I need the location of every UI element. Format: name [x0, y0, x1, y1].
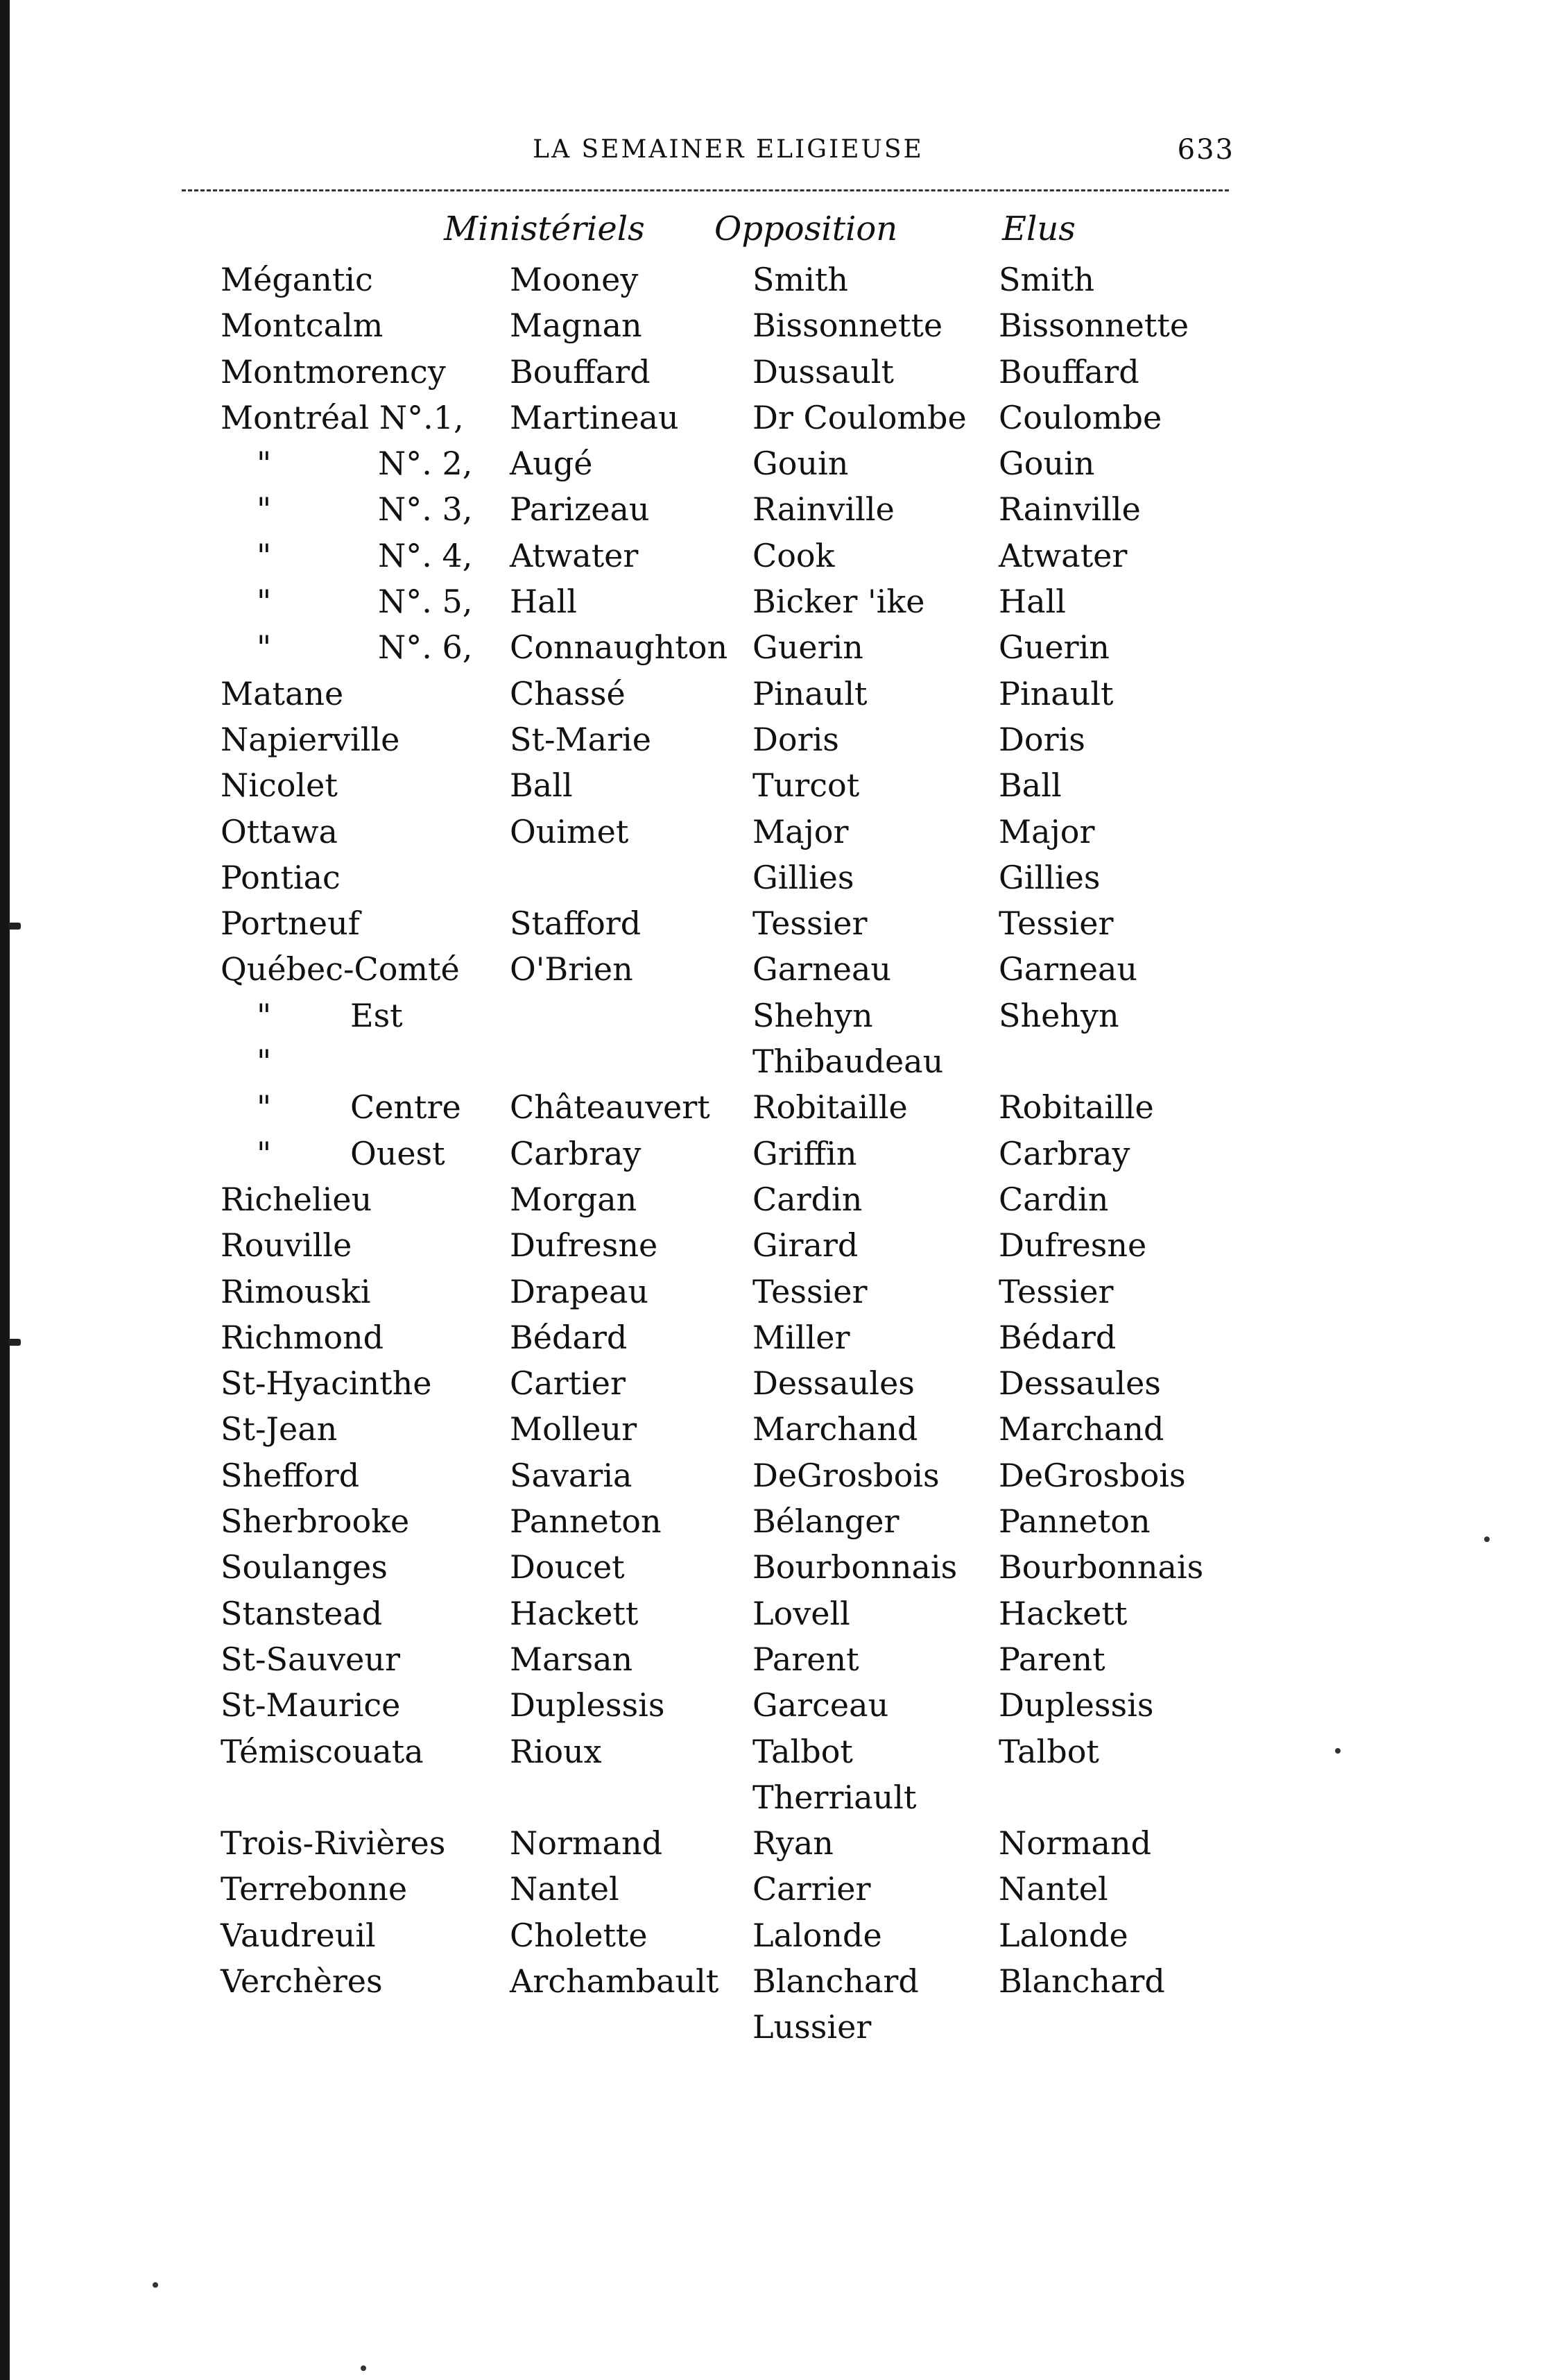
table-row — [0, 302, 1541, 348]
elu-cell: Blanchard — [999, 1962, 1165, 2000]
county-cell: Vaudreuil — [221, 1916, 376, 1954]
county-cell: Nicolet — [221, 767, 338, 805]
opposition-cell: Lalonde — [752, 1916, 882, 1954]
ministeriel-cell: Morgan — [510, 1180, 637, 1218]
table-row — [0, 1866, 1541, 1912]
elu-cell: Talbot — [999, 1732, 1099, 1770]
table-row — [0, 1315, 1541, 1360]
table-row — [0, 395, 1541, 440]
county-cell: Centre — [350, 1088, 461, 1127]
table-row — [0, 809, 1541, 855]
ministeriel-cell: Marsan — [510, 1640, 633, 1678]
ministeriel-cell: Châteauvert — [510, 1088, 710, 1127]
header-rule — [182, 189, 1229, 191]
opposition-cell: Miller — [752, 1318, 850, 1356]
elu-cell: Shehyn — [999, 996, 1119, 1034]
ditto-mark: " — [257, 1088, 272, 1127]
county-cell: Montréal N°.1, — [221, 398, 464, 436]
stray-dot — [1484, 1536, 1490, 1542]
elu-cell: Normand — [999, 1824, 1152, 1863]
ministeriel-cell: Dufresne — [510, 1226, 658, 1265]
county-cell: Matane — [221, 674, 344, 712]
ministeriel-cell: Drapeau — [510, 1272, 649, 1310]
table-row — [0, 1498, 1541, 1544]
county-cell: Rouville — [221, 1226, 352, 1265]
county-cell: Rimouski — [221, 1272, 371, 1310]
opposition-cell: Bissonnette — [752, 307, 943, 345]
ministeriel-cell: Ouimet — [510, 812, 629, 850]
county-cell: Est — [350, 996, 403, 1034]
ministeriel-cell: Atwater — [510, 536, 639, 574]
county-cell: Québec-Comté — [221, 950, 460, 988]
table-row — [0, 1360, 1541, 1406]
elu-cell: Rainville — [999, 490, 1141, 529]
elu-cell: Gillies — [999, 858, 1101, 896]
opposition-cell: Smith — [752, 261, 848, 298]
ministeriel-cell: Doucet — [510, 1548, 625, 1586]
table-row — [0, 1636, 1541, 1682]
county-cell: N°. 6, — [378, 628, 473, 667]
ministeriel-cell: Hall — [510, 583, 577, 621]
table-row — [0, 1269, 1541, 1315]
opposition-cell: Lovell — [752, 1594, 850, 1632]
opposition-cell: Girard — [752, 1226, 859, 1265]
ministeriel-cell: Magnan — [510, 307, 642, 345]
table-row — [0, 1131, 1541, 1176]
ditto-mark: " — [257, 536, 272, 574]
table-row — [0, 1084, 1541, 1130]
stray-dot — [153, 2282, 158, 2288]
county-cell: Pontiac — [221, 858, 341, 896]
opposition-cell: Bicker 'ike — [752, 583, 925, 621]
opposition-cell: Blanchard — [752, 1962, 919, 2000]
table-row — [0, 1774, 1541, 1820]
opposition-cell: Dussault — [752, 352, 894, 391]
ministeriel-cell: Panneton — [510, 1503, 662, 1541]
table-row — [0, 993, 1541, 1038]
county-cell: St-Hyacinthe — [221, 1364, 432, 1403]
opposition-cell: Cook — [752, 536, 835, 574]
elu-cell: Bissonnette — [999, 307, 1189, 345]
ditto-mark: " — [257, 996, 272, 1034]
ditto-mark: " — [257, 1134, 272, 1172]
opposition-cell: Therriault — [752, 1778, 917, 1816]
table-row — [0, 717, 1541, 762]
county-cell: Soulanges — [221, 1548, 388, 1586]
column-header-elus: Elus — [1002, 209, 1076, 248]
table-row — [0, 486, 1541, 532]
ministeriel-cell: Normand — [510, 1824, 663, 1863]
opposition-cell: Tessier — [752, 905, 868, 943]
table-row — [0, 1820, 1541, 1866]
ministeriel-cell: Archambault — [510, 1962, 719, 2000]
elu-cell: Doris — [999, 720, 1085, 758]
opposition-cell: Gillies — [752, 858, 854, 896]
table-row — [0, 1176, 1541, 1222]
opposition-cell: Gouin — [752, 445, 849, 483]
county-cell: Shefford — [221, 1456, 360, 1494]
opposition-cell: Major — [752, 812, 849, 850]
elu-cell: Pinault — [999, 674, 1114, 712]
table-row — [0, 762, 1541, 808]
elu-cell: Cardin — [999, 1180, 1109, 1218]
county-cell: Ottawa — [221, 812, 338, 850]
opposition-cell: Ryan — [752, 1824, 834, 1863]
elu-cell: Carbray — [999, 1134, 1130, 1172]
opposition-cell: Talbot — [752, 1732, 853, 1770]
opposition-cell: Griffin — [752, 1134, 857, 1172]
elu-cell: Coulombe — [999, 398, 1162, 436]
opposition-cell: Cardin — [752, 1180, 863, 1218]
stray-dot — [361, 2365, 366, 2371]
ministeriel-cell: Ball — [510, 767, 573, 805]
county-cell: Verchères — [221, 1962, 383, 2000]
table-row — [0, 2004, 1541, 2050]
county-cell: Napierville — [221, 720, 400, 758]
table-row — [0, 671, 1541, 717]
opposition-cell: Marchand — [752, 1410, 918, 1448]
ministeriel-cell: Connaughton — [510, 628, 728, 667]
opposition-cell: Tessier — [752, 1272, 868, 1310]
county-cell: N°. 2, — [378, 445, 473, 483]
county-cell: Terrebonne — [221, 1870, 408, 1908]
county-cell: Stanstead — [221, 1594, 383, 1632]
table-row — [0, 1729, 1541, 1774]
ditto-mark: " — [257, 490, 272, 529]
elu-cell: Tessier — [999, 905, 1114, 943]
opposition-cell: Garneau — [752, 950, 892, 988]
ministeriel-cell: O'Brien — [510, 950, 633, 988]
stray-dot — [1335, 1748, 1341, 1754]
opposition-cell: Parent — [752, 1640, 859, 1678]
ministeriel-cell: Hackett — [510, 1594, 639, 1632]
elu-cell: Marchand — [999, 1410, 1164, 1448]
opposition-cell: Guerin — [752, 628, 863, 667]
opposition-cell: Dr Coulombe — [752, 398, 967, 436]
county-cell: Portneuf — [221, 905, 360, 943]
elu-cell: Parent — [999, 1640, 1105, 1678]
table-row — [0, 1406, 1541, 1452]
opposition-cell: Bélanger — [752, 1503, 899, 1541]
county-cell: St-Sauveur — [221, 1640, 400, 1678]
elu-cell: Bourbonnais — [999, 1548, 1204, 1586]
elu-cell: Lalonde — [999, 1916, 1128, 1954]
ditto-mark: " — [257, 1043, 272, 1081]
opposition-cell: Pinault — [752, 674, 868, 712]
county-cell: N°. 4, — [378, 536, 473, 574]
table-row — [0, 533, 1541, 579]
table-row — [0, 1453, 1541, 1498]
opposition-cell: Doris — [752, 720, 839, 758]
elu-cell: Panneton — [999, 1503, 1151, 1541]
elu-cell: Garneau — [999, 950, 1138, 988]
ministeriel-cell: Parizeau — [510, 490, 650, 529]
election-results-table — [0, 257, 1541, 2051]
elu-cell: Nantel — [999, 1870, 1108, 1908]
column-header-ministeriels: Ministériels — [444, 209, 645, 248]
opposition-cell: Shehyn — [752, 996, 873, 1034]
ministeriel-cell: Chassé — [510, 674, 626, 712]
ditto-mark: " — [257, 445, 272, 483]
table-row — [0, 1682, 1541, 1728]
ministeriel-cell: Stafford — [510, 905, 642, 943]
ministeriel-cell: Molleur — [510, 1410, 637, 1448]
elu-cell: Robitaille — [999, 1088, 1154, 1127]
county-cell: Richmond — [221, 1318, 384, 1356]
column-header-opposition: Opposition — [714, 209, 898, 248]
table-row — [0, 855, 1541, 900]
county-cell: Montmorency — [221, 352, 446, 391]
ministeriel-cell: Bédard — [510, 1318, 628, 1356]
opposition-cell: Carrier — [752, 1870, 871, 1908]
elu-cell: Smith — [999, 261, 1094, 298]
elu-cell: Dessaules — [999, 1364, 1161, 1403]
opposition-cell: DeGrosbois — [752, 1456, 940, 1494]
table-row — [0, 579, 1541, 624]
county-cell: Mégantic — [221, 261, 373, 298]
table-row — [0, 946, 1541, 992]
elu-cell: Duplessis — [999, 1686, 1154, 1724]
opposition-cell: Turcot — [752, 767, 860, 805]
page-header — [222, 129, 1234, 171]
elu-cell: Major — [999, 812, 1095, 850]
table-row — [0, 1544, 1541, 1590]
elu-cell: Guerin — [999, 628, 1110, 667]
table-row — [0, 624, 1541, 670]
table-row — [0, 349, 1541, 395]
table-row — [0, 1038, 1541, 1084]
elu-cell: Ball — [999, 767, 1062, 805]
opposition-cell: Bourbonnais — [752, 1548, 958, 1586]
elu-cell: Bédard — [999, 1318, 1117, 1356]
elu-cell: Atwater — [999, 536, 1128, 574]
opposition-cell: Rainville — [752, 490, 895, 529]
opposition-cell: Robitaille — [752, 1088, 908, 1127]
table-row — [0, 440, 1541, 486]
elu-cell: Hall — [999, 583, 1066, 621]
table-row — [0, 900, 1541, 946]
ministeriel-cell: Martineau — [510, 398, 679, 436]
ministeriel-cell: Carbray — [510, 1134, 642, 1172]
elu-cell: Hackett — [999, 1594, 1128, 1632]
ministeriel-cell: Cartier — [510, 1364, 626, 1403]
county-cell: Trois-Rivières — [221, 1824, 446, 1863]
table-row — [0, 1912, 1541, 1958]
county-cell: N°. 5, — [378, 583, 473, 621]
county-cell: Richelieu — [221, 1180, 372, 1218]
page-number: 633 — [1177, 134, 1234, 166]
ministeriel-cell: Savaria — [510, 1456, 632, 1494]
ministeriel-cell: Nantel — [510, 1870, 619, 1908]
elu-cell: Gouin — [999, 445, 1095, 483]
table-row — [0, 1222, 1541, 1268]
ministeriel-cell: Mooney — [510, 261, 639, 298]
ditto-mark: " — [257, 628, 272, 667]
elu-cell: Bouffard — [999, 352, 1139, 391]
ministeriel-cell: Bouffard — [510, 352, 651, 391]
elu-cell: Dufresne — [999, 1226, 1147, 1265]
opposition-cell: Lussier — [752, 2008, 872, 2046]
ministeriel-cell: St-Marie — [510, 720, 651, 758]
ministeriel-cell: Cholette — [510, 1916, 648, 1954]
opposition-cell: Dessaules — [752, 1364, 915, 1403]
county-cell: Montcalm — [221, 307, 384, 345]
county-cell: St-Jean — [221, 1410, 338, 1448]
county-cell: St-Maurice — [221, 1686, 401, 1724]
county-cell: N°. 3, — [378, 490, 473, 529]
opposition-cell: Garceau — [752, 1686, 889, 1724]
elu-cell: DeGrosbois — [999, 1456, 1186, 1494]
ministeriel-cell: Augé — [510, 445, 593, 483]
table-row — [0, 257, 1541, 302]
county-cell: Sherbrooke — [221, 1503, 410, 1541]
ministeriel-cell: Duplessis — [510, 1686, 665, 1724]
opposition-cell: Thibaudeau — [752, 1043, 944, 1081]
county-cell: Ouest — [350, 1134, 445, 1172]
ministeriel-cell: Rioux — [510, 1732, 602, 1770]
running-title: LA SEMAINER ELIGIEUSE — [533, 135, 924, 164]
ditto-mark: " — [257, 583, 272, 621]
table-row — [0, 1591, 1541, 1636]
elu-cell: Tessier — [999, 1272, 1114, 1310]
county-cell: Témiscouata — [221, 1732, 424, 1770]
table-row — [0, 1958, 1541, 2004]
